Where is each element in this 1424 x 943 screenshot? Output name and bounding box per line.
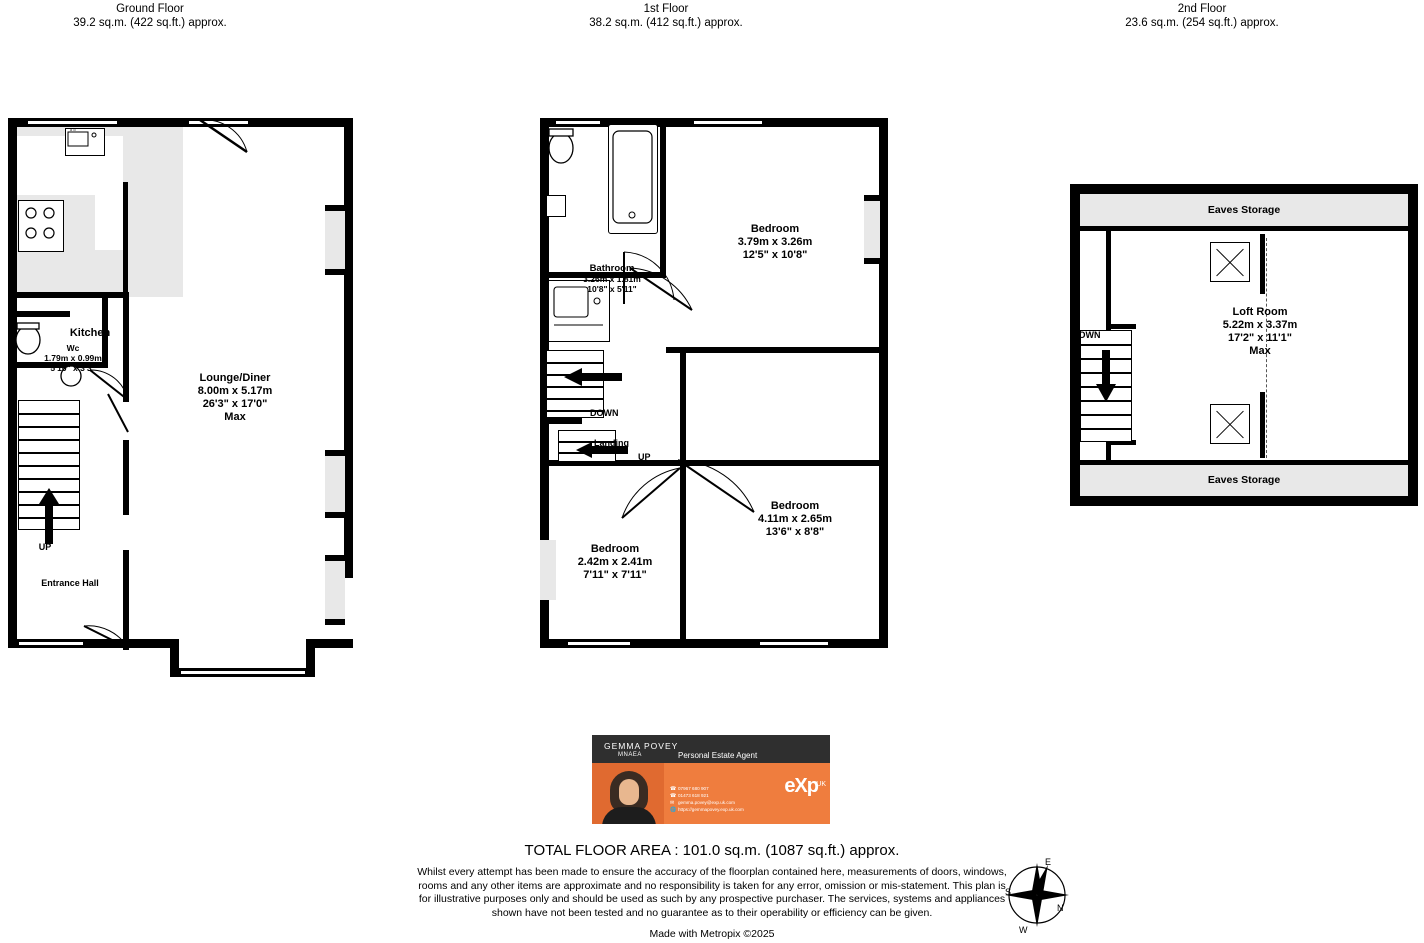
agent-photo-face (619, 779, 639, 805)
wall-landing-left-1 (540, 418, 580, 424)
wall-right-inset-3 (864, 258, 882, 264)
door-ground-top (195, 118, 265, 158)
made-with-text: Made with Metropix ©2025 (649, 928, 775, 940)
room-wc-dims-ft: 5'10" x 3'3" (50, 363, 96, 373)
phone-icon-2: ☎ (670, 793, 677, 799)
bathtub-icon (608, 124, 658, 234)
eaves-storage-bottom (1080, 464, 1408, 496)
floor-title-first-area: 38.2 sq.m. (412 sq.ft.) approx. (589, 17, 743, 29)
room-landing-name: Landing (594, 438, 629, 448)
sink-icon (65, 128, 105, 156)
wall-alcove-2 (325, 269, 345, 275)
window-first-top-1 (554, 119, 602, 126)
wall-kitchen-bottom (17, 292, 128, 298)
bathroom-basin-icon (546, 195, 566, 217)
globe-icon: 🌐 (670, 807, 677, 813)
brand-logo-suffix: UK (816, 781, 826, 788)
kitchen-fill-2 (123, 127, 183, 297)
envelope-icon: ✉ (670, 800, 675, 806)
room-kitchen-name: Kitchen (69, 327, 111, 339)
floor-title-ground (40, 2, 260, 30)
stair-label-up-ground (22, 542, 68, 553)
velux-window-bottom (1210, 404, 1250, 444)
alcove-fill-upper (325, 210, 345, 270)
room-lounge-note: Max (224, 411, 246, 423)
agent-phone-2: 01473 618 921 (678, 793, 709, 798)
wall-right-inset-2 (864, 195, 882, 201)
wall-alcove-4 (325, 512, 345, 518)
floor-title-first (556, 2, 776, 30)
window-ground-top-1 (26, 119, 119, 126)
room-label-wc (18, 343, 128, 373)
floor-title-second (1092, 2, 1312, 30)
first-floor-plan (520, 100, 920, 680)
eaves-storage-bottom-label: Eaves Storage (1207, 474, 1281, 486)
stair-arrow-down-second (1094, 350, 1118, 402)
room-wc-dims-m: 1.79m x 0.99m (44, 353, 102, 363)
room-bed1-dims-m: 3.79m x 3.26m (737, 236, 813, 248)
room-bathroom-name: Bathroom (589, 263, 635, 274)
room-label-loft (1180, 306, 1340, 358)
eaves-storage-top (1080, 194, 1408, 226)
agent-website[interactable]: https://gemmapovey.exp.uk.com (678, 807, 744, 812)
compass-label-w: W (1019, 925, 1028, 935)
compass-label-n: N (1057, 903, 1064, 913)
first-alcove-fill (864, 200, 880, 260)
stair-up-ground-text: UP (38, 542, 52, 552)
room-label-bedroom-2 (715, 500, 875, 539)
wall-second-top (1070, 184, 1418, 194)
floor-title-ground-area: 39.2 sq.m. (422 sq.ft.) approx. (73, 17, 227, 29)
compass-label-e: E (1045, 857, 1052, 867)
room-label-landing (594, 438, 714, 449)
wall-ground-right (344, 118, 353, 578)
room-bed2-dims-m: 4.11m x 2.65m (757, 513, 832, 525)
wall-kitchen-divider (123, 182, 128, 297)
agent-name: GEMMA POVEY (604, 741, 679, 751)
agent-role: Personal Estate Agent (678, 751, 758, 760)
floor-title-ground-label: Ground Floor (116, 3, 184, 15)
stair-label-down-second (1072, 330, 1134, 341)
total-floor-area: TOTAL FLOOR AREA : 101.0 sq.m. (1087 sq.ft.) approx. (524, 842, 900, 859)
door-bed3 (610, 460, 700, 550)
wall-loft-mid-top (1260, 234, 1265, 294)
agent-photo-body (602, 807, 656, 824)
window-first-top-2 (692, 119, 764, 126)
wall-loft-mid-bottom (1260, 392, 1265, 458)
agent-card (592, 735, 830, 824)
stair-arrow-down-first (564, 366, 622, 388)
hob-icon (18, 200, 64, 252)
floor-title-second-label: 2nd Floor (1177, 3, 1227, 15)
agent-qualification: MNAEA (618, 752, 642, 758)
room-label-lounge (140, 372, 330, 424)
floor-title-first-label: 1st Floor (643, 3, 689, 15)
room-lounge-dims-m: 8.00m x 5.17m (197, 385, 273, 397)
svg-text:o o: o o (70, 129, 76, 132)
wall-alcove-3 (325, 450, 345, 456)
window-ground-bottom-left (17, 640, 85, 647)
wall-hall-right-lower (123, 440, 129, 515)
room-lounge-dims-ft: 26'3" x 17'0" (202, 398, 268, 410)
stair-down-second-text: DOWN (1072, 330, 1101, 340)
eaves-storage-top-label: Eaves Storage (1207, 204, 1281, 216)
compass-rose (995, 853, 1079, 937)
wall-ground-left (8, 118, 17, 648)
stair-arrow-up-ground (36, 488, 62, 544)
room-bed3-dims-ft: 7'11" x 7'11" (583, 569, 647, 581)
velux-window-top (1210, 242, 1250, 282)
room-label-bedroom-3 (550, 543, 680, 582)
window-ground-bay (179, 669, 307, 676)
floor-title-second-area: 23.6 sq.m. (254 sq.ft.) approx. (1125, 17, 1279, 29)
wall-stair-top (1106, 324, 1136, 329)
stair-down-first-text: DOWN (590, 408, 619, 418)
room-label-kitchen (40, 327, 140, 340)
room-loft-name: Loft Room (1232, 306, 1288, 318)
kitchen-counter-mid (95, 250, 123, 298)
wall-eaves-bottom-edge (1080, 460, 1408, 465)
wall-ground-bottom-right (306, 639, 353, 648)
agent-email[interactable]: gemma.povey@exp.uk.com (678, 800, 736, 805)
room-wc-name: Wc (66, 343, 80, 353)
alcove-fill-lower (325, 455, 345, 513)
room-bed2-name: Bedroom (770, 500, 820, 512)
disclaimer-text: Whilst every attempt has been made to ensure the accuracy of the floorplan contained here, measurements of doors, windows, rooms and any other items are approximate and no responsibility is taken for any error, omission or mis-statement. This plan is for illustrative purposes only and should be used as such by any prospective purchaser. The services, systems and appliances shown have not been tested and no guarantee as to their operability or efficiency can be given. (417, 866, 1007, 919)
door-entrance (80, 620, 132, 652)
window-first-bottom-2 (758, 640, 830, 647)
room-bed3-name: Bedroom (590, 543, 640, 555)
room-label-bathroom (542, 264, 682, 294)
wall-second-right (1408, 184, 1418, 506)
room-loft-note: Max (1249, 345, 1271, 357)
room-bed1-name: Bedroom (750, 223, 800, 235)
room-loft-dims-ft: 17'2" x 11'1" (1228, 332, 1292, 344)
wall-wc-top (8, 311, 70, 317)
agent-contact (678, 785, 744, 813)
second-floor-plan (1050, 160, 1424, 560)
toilet-icon-bathroom (546, 128, 576, 168)
wall-eaves-top-edge (1080, 226, 1408, 231)
wall-alcove-6 (325, 619, 345, 625)
compass-label-s: S (1005, 887, 1012, 897)
room-loft-dims-m: 5.22m x 3.37m (1222, 319, 1298, 331)
agent-photo (592, 763, 664, 824)
wall-second-left (1070, 184, 1080, 506)
room-bed2-dims-ft: 13'6" x 8'8" (765, 526, 825, 538)
wall-alcove-5 (325, 555, 345, 561)
stair-label-up-first (638, 452, 678, 463)
room-bed3-dims-m: 2.42m x 2.41m (577, 556, 653, 568)
room-bathroom-dims-m: 3.26m x 1.81m (583, 274, 641, 284)
room-bed1-dims-ft: 12'5" x 10'8" (742, 249, 808, 261)
window-first-bottom-1 (566, 640, 632, 647)
room-bathroom-dims-ft: 10'8" x 5'11" (587, 284, 637, 294)
phone-icon: ☎ (670, 786, 677, 792)
stair-up-first-text: UP (638, 452, 651, 462)
wall-alcove-1 (325, 205, 345, 211)
ground-floor-plan (0, 100, 380, 700)
agent-phone-1: 07967 680 907 (678, 786, 709, 791)
wall-second-bottom (1070, 496, 1418, 506)
brand-logo: eXp (784, 775, 818, 797)
alcove-fill-bottom (325, 560, 345, 620)
room-lounge-name: Lounge/Diner (199, 372, 271, 384)
wall-right-inset-1 (864, 347, 882, 353)
room-entrance-hall-name: Entrance Hall (41, 578, 99, 588)
stair-label-down-first (590, 408, 680, 419)
room-label-bedroom-1 (695, 223, 855, 262)
room-label-entrance-hall (10, 578, 130, 589)
